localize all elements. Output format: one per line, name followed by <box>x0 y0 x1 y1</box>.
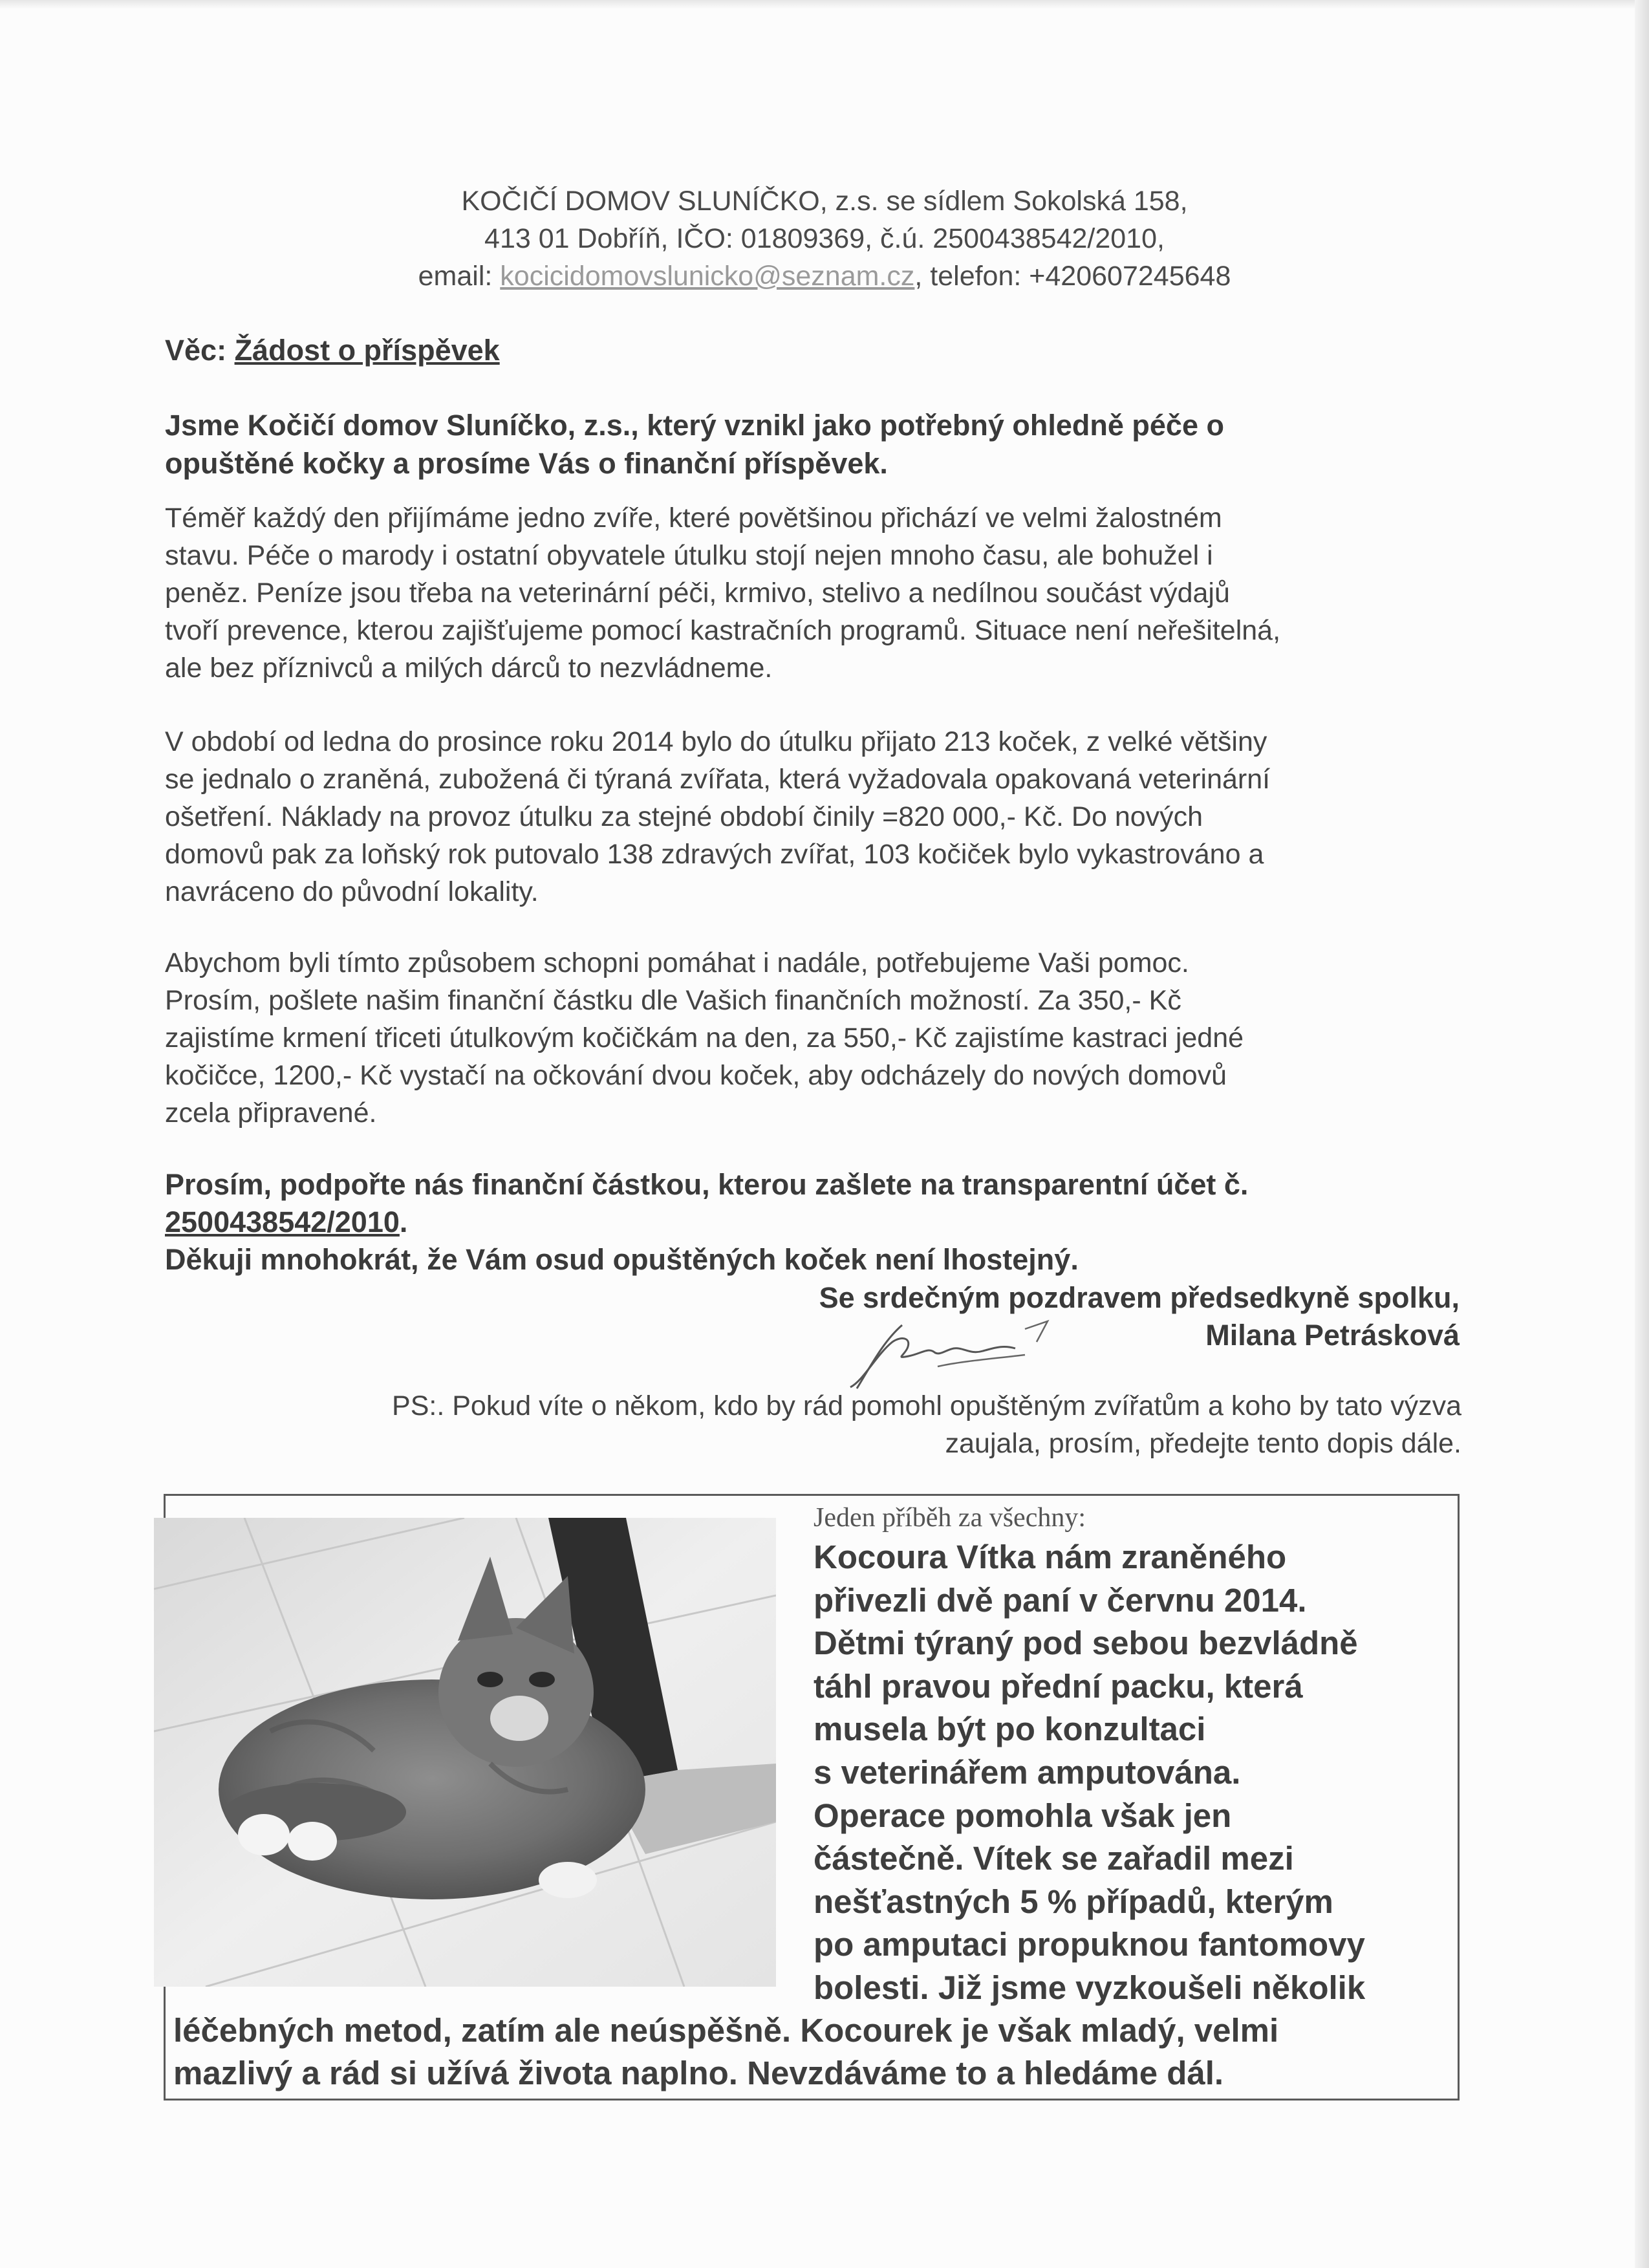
paragraph-line: V období od ledna do prosince roku 2014 bylo do útulku přijato 213 koček, z velké většiny <box>165 726 1267 757</box>
letterhead <box>0 182 1649 295</box>
letterhead-line-2: 413 01 Dobříň, IČO: 01809369, č.ú. 2500438542/2010, <box>484 223 1165 254</box>
story-line: musela být po konzultaci <box>814 1711 1206 1748</box>
paragraph-line: Téměř každý den přijímáme jedno zvíře, které povětšinou přichází ve velmi žalostném <box>165 502 1222 534</box>
paragraph-3 <box>165 944 1461 1132</box>
email-label: email: <box>418 261 501 292</box>
subject-line <box>165 332 1461 369</box>
letterhead-line-1: KOČIČÍ DOMOV SLUNÍČKO, z.s. se sídlem Sokolská 158, <box>461 186 1188 217</box>
email-link[interactable]: kocicidomovslunicko@seznam.cz <box>500 261 915 292</box>
story-line: mazlivý a rád si užívá života naplno. Nevzdáváme to a hledáme dál. <box>173 2055 1224 2091</box>
account-suffix: . <box>399 1205 408 1238</box>
story-line: bolesti. Již jsme vyzkoušeli několik <box>814 1969 1366 2006</box>
phone-text: , telefon: +420607245648 <box>914 261 1231 292</box>
story-line: Dětmi týraný pod sebou bezvládně <box>814 1625 1358 1662</box>
story-text-right <box>814 1536 1460 2010</box>
paragraph-line: peněz. Peníze jsou třeba na veterinární péči, krmivo, stelivo a nedílnou součást výdajů <box>165 578 1230 609</box>
postscript <box>168 1387 1461 1462</box>
postscript-line: PS:. Pokud víte o někom, kdo by rád pomohl opuštěným zvířatům a koho by tato výzva <box>392 1390 1461 1421</box>
story-text-bottom <box>173 2009 1460 2095</box>
paragraph-line: kočičce, 1200,- Kč vystačí na očkování dvou koček, aby odcházely do nových domovů <box>165 1060 1227 1091</box>
paragraph-line: se jednalo o zraněná, zubožená či týraná zvířata, která vyžadovala opakovaná veterinární <box>165 764 1271 795</box>
paragraph-1 <box>165 499 1461 687</box>
paragraph-line: domovů pak za loňský rok putovalo 138 zdravých zvířat, 103 kočiček bylo vykastrováno a <box>165 839 1264 870</box>
scan-right-edge <box>1635 0 1649 2268</box>
scan-top-edge <box>0 0 1649 9</box>
closing-line-3: Děkuji mnohokrát, že Vám osud opuštěných koček není lhostejný. <box>165 1243 1079 1276</box>
story-line: přivezli dvě paní v červnu 2014. <box>814 1581 1307 1619</box>
cat-photo <box>154 1518 776 1987</box>
handwritten-signature <box>831 1316 1077 1394</box>
signatory-name: Milana Petrásková <box>1205 1319 1460 1352</box>
story-line: táhl pravou přední packu, která <box>814 1667 1303 1705</box>
postscript-line: zaujala, prosím, předejte tento dopis dále. <box>945 1428 1461 1459</box>
intro-line: opuštěné kočky a prosíme Vás o finanční příspěvek. <box>165 447 888 480</box>
story-line: nešťastných 5 % případů, kterým <box>814 1883 1333 1920</box>
paragraph-line: stavu. Péče o marody i ostatní obyvatele útulku stojí nejen mnoho času, ale bohužel i <box>165 540 1213 571</box>
subject-text: Žádost o příspěvek <box>234 334 500 367</box>
paragraph-line: ale bez příznivců a milých dárců to nezvládneme. <box>165 653 773 684</box>
intro-line: Jsme Kočičí domov Sluníčko, z.s., který vznikl jako potřebný ohledně péče o <box>165 409 1224 442</box>
greeting: Se srdečným pozdravem předsedkyně spolku, <box>819 1281 1460 1314</box>
paragraph-line: ošetření. Náklady na provoz útulku za stejné období činily =820 000,- Kč. Do nových <box>165 801 1203 832</box>
story-line: částečně. Vítek se zařadil mezi <box>814 1840 1294 1877</box>
letterhead-line-3 <box>0 257 1649 295</box>
paragraph-line: navráceno do původní lokality. <box>165 876 539 907</box>
story-line: Kocoura Vítka nám zraněného <box>814 1539 1287 1575</box>
paragraph-line: zcela připravené. <box>165 1097 377 1129</box>
subject-label: Věc: <box>165 334 235 367</box>
story-intro: Jeden příběh za všechny: <box>814 1503 1086 1533</box>
closing-paragraph <box>165 1166 1461 1279</box>
bank-account-number: 2500438542/2010 <box>165 1205 400 1238</box>
paragraph-2 <box>165 723 1461 911</box>
paragraph-line: zajistíme krmení třiceti útulkovým kočičkám na den, za 550,- Kč zajistíme kastraci jedné <box>165 1022 1244 1053</box>
story-line: s veterinářem amputována. <box>814 1753 1241 1791</box>
closing-line-1: Prosím, podpořte nás finanční částkou, kterou zašlete na transparentní účet č. <box>165 1168 1249 1201</box>
paragraph-line: Abychom byli tímto způsobem schopni pomáhat i nadále, potřebujeme Vaši pomoc. <box>165 947 1189 978</box>
paragraph-line: tvoří prevence, kterou zajišťujeme pomocí kastračních programů. Situace není neřešitelná, <box>165 615 1281 646</box>
closing-account-line <box>165 1204 1461 1241</box>
story-line: Operace pomohla však jen <box>814 1797 1232 1834</box>
paragraph-line: Prosím, pošlete našim finanční částku dle Vašich finančních možností. Za 350,- Kč <box>165 985 1181 1016</box>
story-line: po amputaci propuknou fantomovy <box>814 1926 1365 1963</box>
intro-paragraph <box>165 406 1461 482</box>
story-line: léčebných metod, zatím ale neúspěšně. Kocourek je však mladý, velmi <box>173 2012 1279 2049</box>
